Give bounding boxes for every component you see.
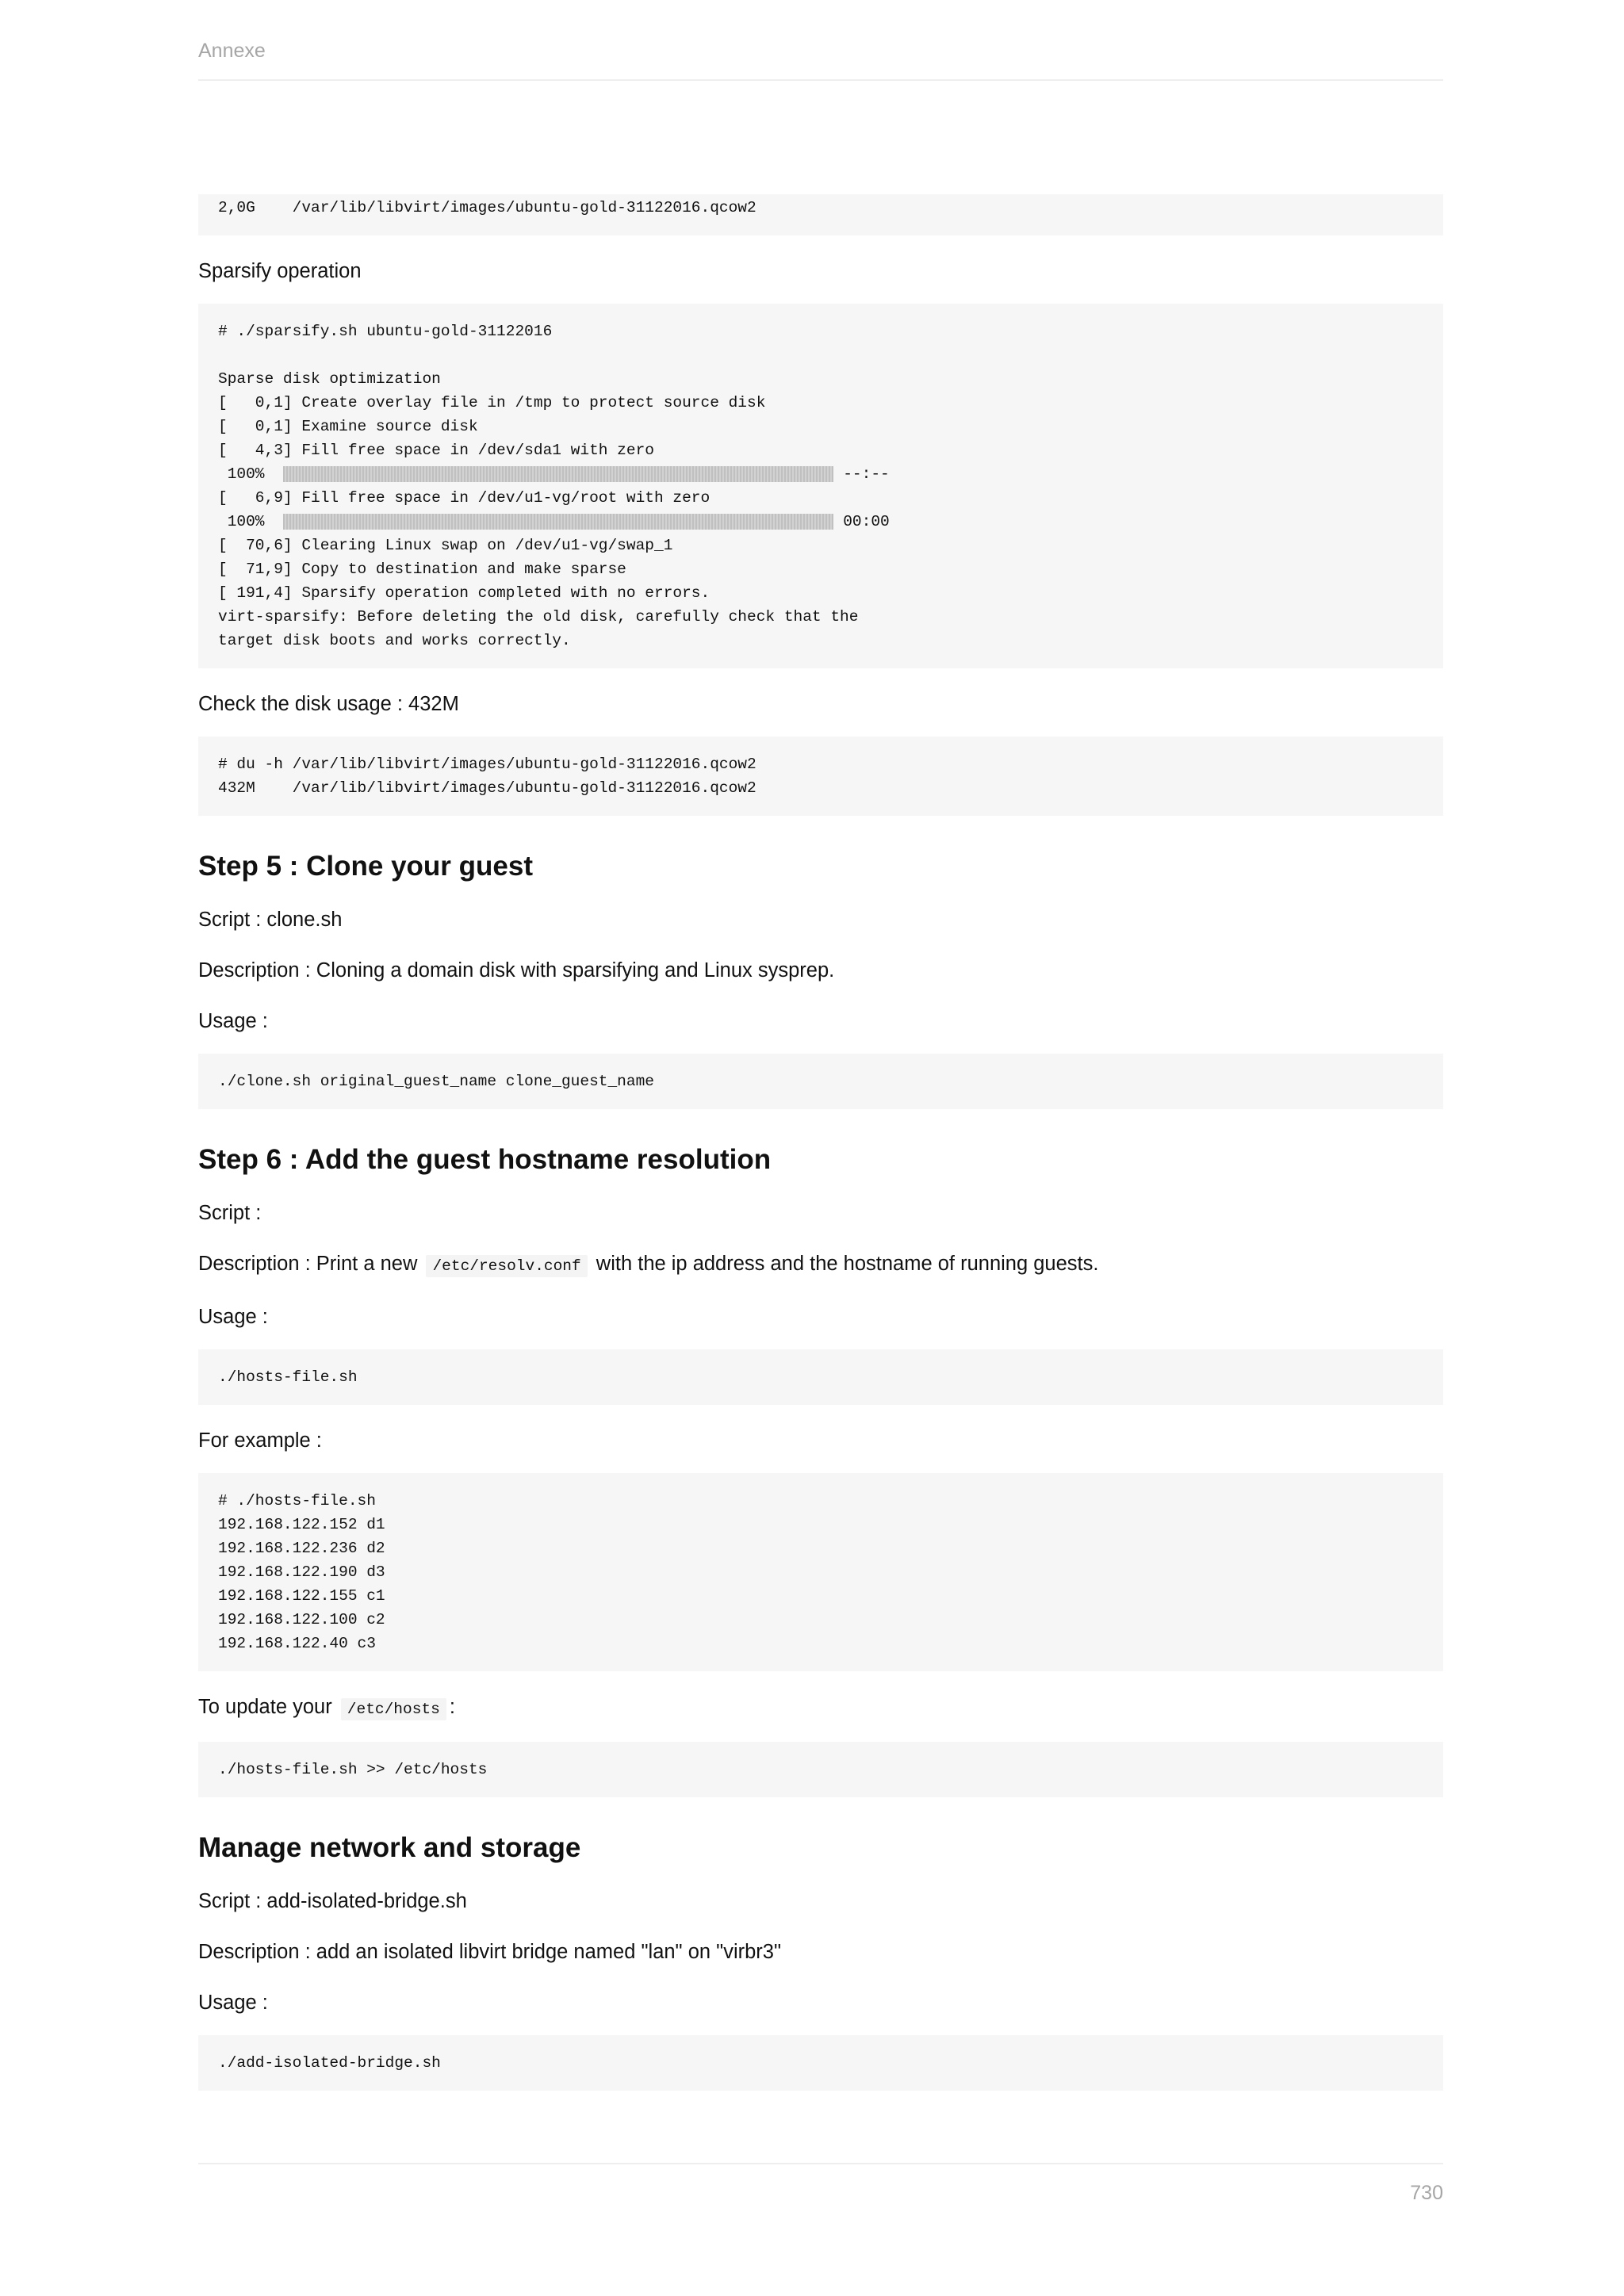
code-line: [ 70,6] Clearing Linux swap on /dev/u1-vg/swap_1 <box>218 537 673 554</box>
code-line: virt-sparsify: Before deleting the old disk, carefully check that the <box>218 608 859 626</box>
page-footer <box>198 2163 1443 2204</box>
progress-tail: --:-- <box>843 465 890 483</box>
network-usage: Usage : <box>198 1992 268 2014</box>
progress-percent: 100% <box>218 513 274 530</box>
code-line: [ 4,3] Fill free space in /dev/sda1 with zero <box>218 442 654 459</box>
step6-usage: Usage : <box>198 1306 268 1328</box>
page-number: 730 <box>1410 2182 1443 2204</box>
disk-usage-label: Check the disk usage : 432M <box>198 693 459 715</box>
progress-bar <box>283 514 833 530</box>
inline-code-resolv: /etc/resolv.conf <box>426 1255 587 1277</box>
header-title: Annexe <box>198 40 266 62</box>
progress-tail: 00:00 <box>843 513 890 530</box>
progress-bar <box>283 466 833 482</box>
page-header <box>198 35 1443 81</box>
progress-line <box>218 513 890 530</box>
sparsify-label: Sparsify operation <box>198 260 362 282</box>
progress-percent: 100% <box>218 465 274 483</box>
code-line: [ 191,4] Sparsify operation completed with no errors. <box>218 584 710 602</box>
step6-usage-code-block: ./hosts-file.sh <box>198 1349 1443 1405</box>
step5-script: Script : clone.sh <box>198 909 343 931</box>
step6-script: Script : <box>198 1202 262 1224</box>
code-line: Sparse disk optimization <box>218 370 441 388</box>
code-line: [ 71,9] Copy to destination and make sparse <box>218 561 626 578</box>
step6-heading: Step 6 : Add the guest hostname resolution <box>198 1144 772 1175</box>
du-code-block: # du -h /var/lib/libvirt/images/ubuntu-gold-31122016.qcow2 432M /var/lib/libvirt/images/ubuntu-gold-31122016.qcow2 <box>198 737 1443 816</box>
step5-description: Description : Cloning a domain disk with sparsifying and Linux sysprep. <box>198 959 835 982</box>
network-code-block: ./add-isolated-bridge.sh <box>198 2035 1443 2091</box>
network-description: Description : add an isolated libvirt bridge named "lan" on "virbr3" <box>198 1941 782 1963</box>
network-heading: Manage network and storage <box>198 1832 581 1863</box>
page-content <box>198 194 1443 2091</box>
code-line: # ./sparsify.sh ubuntu-gold-31122016 <box>218 323 553 340</box>
step5-heading: Step 5 : Clone your guest <box>198 851 533 882</box>
progress-line <box>218 465 890 483</box>
step6-example-label: For example : <box>198 1429 322 1452</box>
step6-example-code-block: # ./hosts-file.sh 192.168.122.152 d1 192.168.122.236 d2 192.168.122.190 d3 192.168.122.155 c1 192.168.122.100 c2 192.168.122.40 c3 <box>198 1473 1443 1671</box>
network-script: Script : add-isolated-bridge.sh <box>198 1890 467 1912</box>
step6-description <box>198 1249 1443 1281</box>
code-line: [ 0,1] Examine source disk <box>218 418 478 435</box>
step5-code-block: ./clone.sh original_guest_name clone_guest_name <box>198 1054 1443 1109</box>
code-line: [ 6,9] Fill free space in /dev/u1-vg/root with zero <box>218 489 710 507</box>
update-text: : <box>449 1696 455 1718</box>
description-text: Description : Print a new <box>198 1253 418 1275</box>
update-text: To update your <box>198 1696 332 1718</box>
description-text: with the ip address and the hostname of running guests. <box>596 1253 1099 1275</box>
disk-size-code-block: 2,0G /var/lib/libvirt/images/ubuntu-gold-31122016.qcow2 <box>198 194 1443 235</box>
step6-update-code-block: ./hosts-file.sh >> /etc/hosts <box>198 1742 1443 1797</box>
step5-usage: Usage : <box>198 1010 268 1032</box>
sparsify-code-block <box>198 304 1443 668</box>
inline-code-hosts: /etc/hosts <box>341 1698 446 1720</box>
code-line: [ 0,1] Create overlay file in /tmp to protect source disk <box>218 394 766 411</box>
step6-update-label <box>198 1692 1443 1724</box>
code-line: target disk boots and works correctly. <box>218 632 571 649</box>
